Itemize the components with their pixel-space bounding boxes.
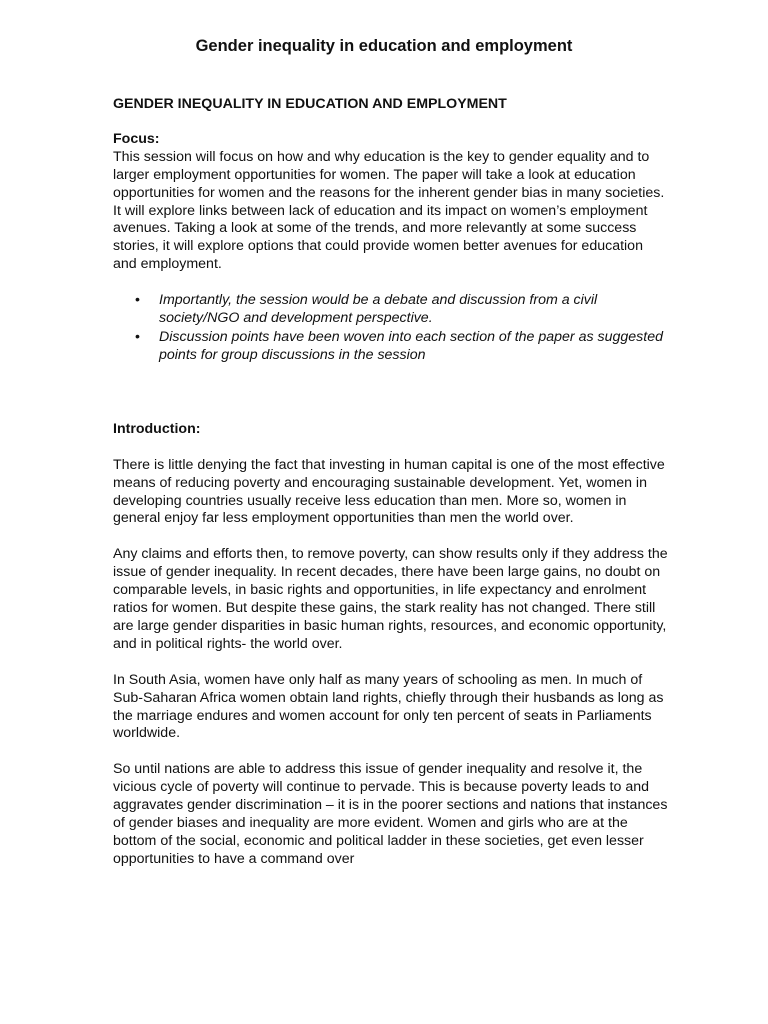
document-title: Gender inequality in education and employment [195,37,573,55]
introduction-paragraph: There is little denying the fact that investing in human capital is one of the most effective means of reducing poverty and encouraging sustainable development. Yet, women in developing countries usually receive less education than men. More so, women in general enjoy far less employment opportunities than men the world over. [113,456,665,527]
bullet-item [113,329,668,365]
introduction-paragraph: Any claims and efforts then, to remove poverty, can show results only if they address the issue of gender inequality. In recent decades, there have been large gains, no doubt on comparable levels, in basic rights and opportunities, in life expectancy and enrolment ratios for women. But despite these gains, the stark reality has not changed. There still are large gender disparities in basic human rights, resources, and economic opportunity, and in political rights- the world over. [113,546,668,652]
bullet-icon: • [135,328,140,345]
bullet-text: Importantly, the session would be a debate and discussion from a civil society/NGO and development perspective. [159,292,598,327]
document-body [113,96,668,869]
bullet-item [113,292,668,328]
introduction-paragraph: In South Asia, women have only half as many years of schooling as men. In much of Sub-Saharan Africa women obtain land rights, chiefly through their husbands as long as the marriage endures and women account for only ten percent of seats in Parliaments worldwide. [113,671,664,742]
bullet-icon: • [135,292,140,309]
focus-paragraph: This session will focus on how and why education is the key to gender equality and to larger employment opportunities for women. The paper will take a look at education opportunities for women and the reasons for the inherent gender bias in many societies. It will explore links between lack of education and its impact on women’s employment avenues. Taking a look at some of the trends, and more relevantly at some success stories, it will explore options that could provide women better avenues for education and employment. [113,148,665,273]
introduction-label: Introduction: [113,420,201,437]
focus-label: Focus: [113,130,160,147]
bullet-text: Discussion points have been woven into each section of the paper as suggested points for group discussions in the session [159,328,663,363]
section-heading: GENDER INEQUALITY IN EDUCATION AND EMPLOYMENT [113,96,507,112]
introduction-paragraph: So until nations are able to address this issue of gender inequality and resolve it, the vicious cycle of poverty will continue to pervade. This is because poverty leads to and aggravates gender discrimination – it is in the poorer sections and nations that instances of gender biases and inequality are more evident. Women and girls who are at the bottom of the social, economic and political ladder in these societies, get even lesser opportunities to have a command over [113,761,668,867]
bullet-list [113,292,668,365]
